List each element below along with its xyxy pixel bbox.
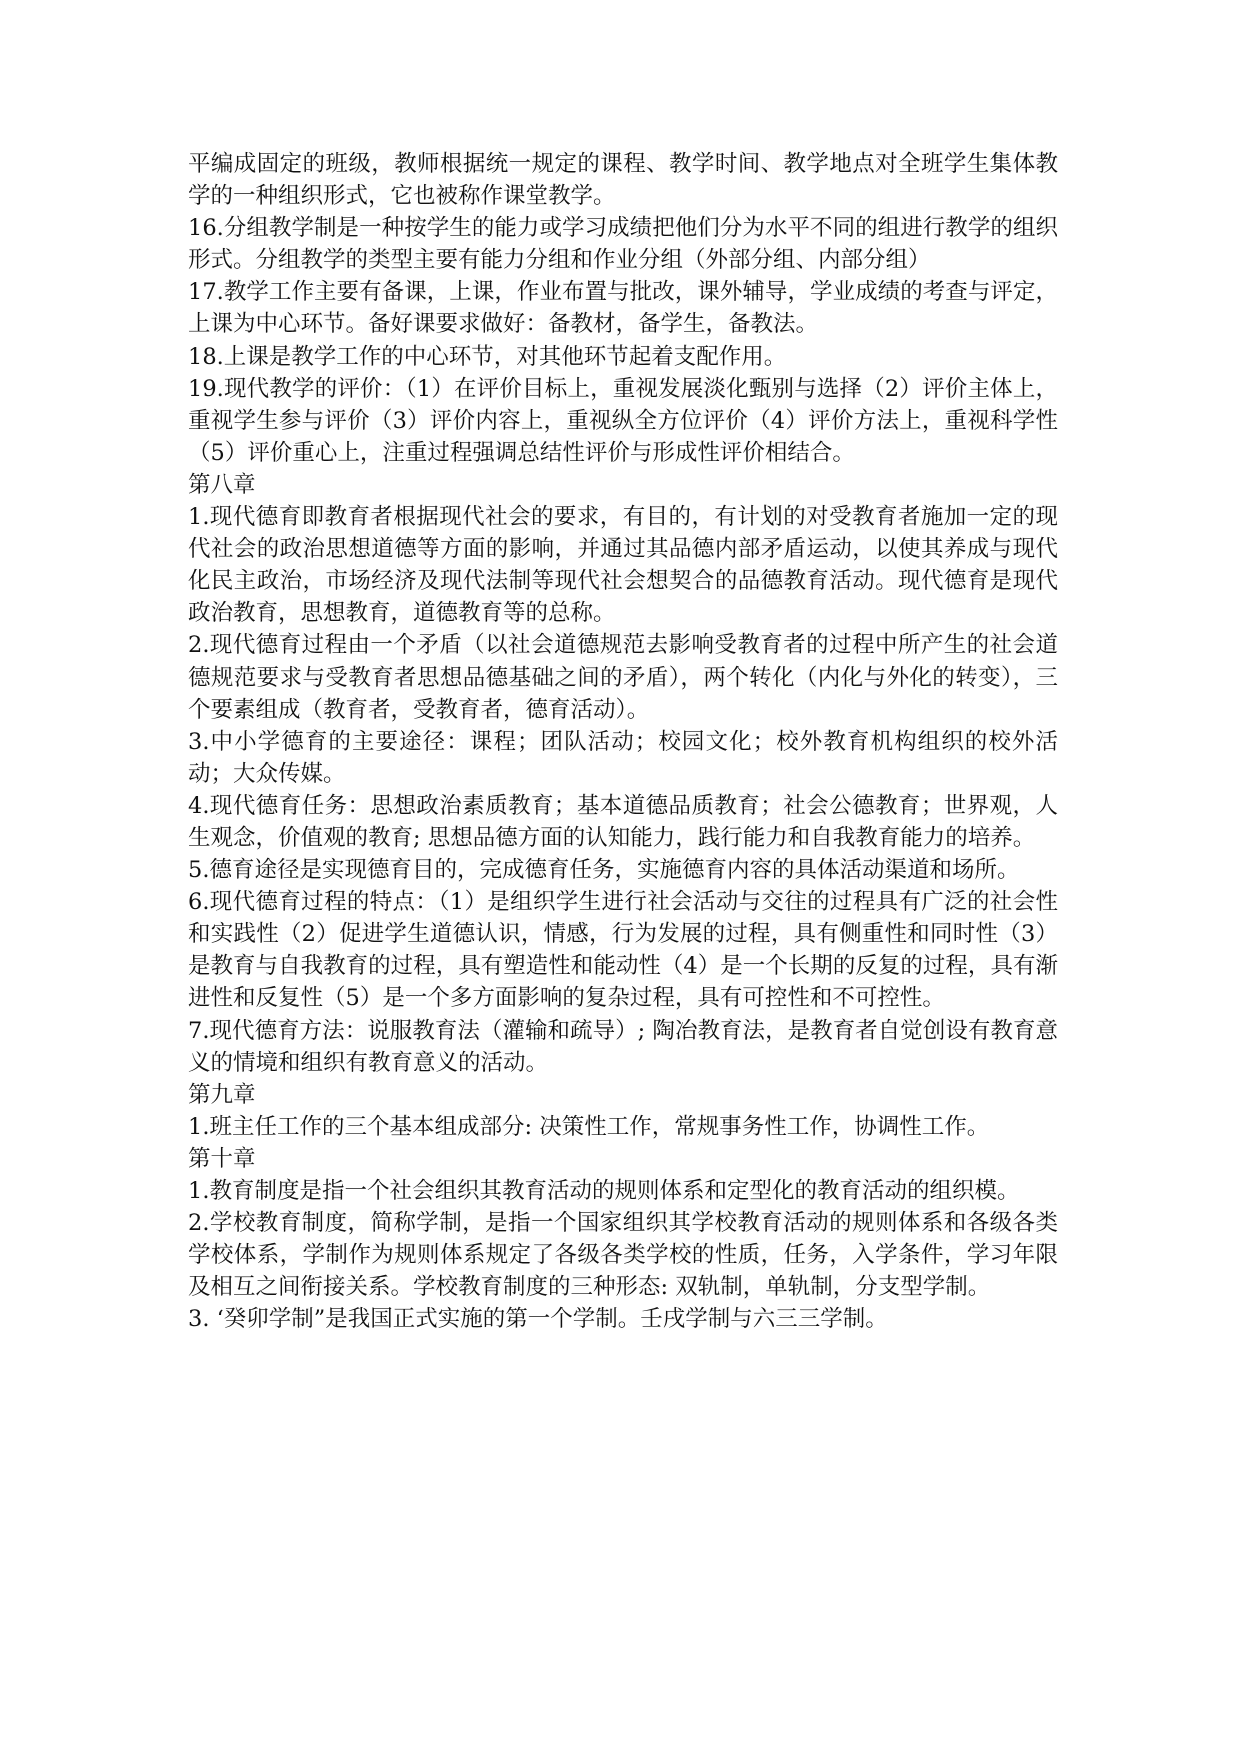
chapter-heading-9: 第九章 [188,1081,256,1108]
paragraph-4: 18.上课是教学工作的中心环节，对其他环节起着支配作用。 [188,343,787,370]
paragraph-1: 平编成固定的班级，教师根据统一规定的课程、教学时间、教学地点对全班学生集体教学的一种组织形式，它也被称作课堂教学。 [188,151,1058,210]
paragraph-9: 4.现代德育任务：思想政治素质教育；基本道德品质教育；社会公德教育；世界观，人生观念，价值观的教育; 思想品德方面的认知能力，践行能力和自我教育能力的培养。 [188,792,1058,851]
paragraph-2: 16.分组教学制是一种按学生的能力或学习成绩把他们分为水平不同的组进行教学的组织形式。分组教学的类型主要有能力分组和作业分组（外部分组、内部分组） [188,215,1058,274]
paragraph-14: 1.教育制度是指一个社会组织其教育活动的规则体系和定型化的教育活动的组织模。 [188,1178,1020,1204]
paragraph-11: 6.现代德育过程的特点：（1）是组织学生进行社会活动与交往的过程具有广泛的社会性和实践性（2）促进学生道德认识，情感，行为发展的过程，具有侧重性和同时性（3）是教育与自我教育的过程，具有塑造性和能动性（4）是一个长期的反复的过程，具有渐进性和反复性（5）是一个多方面影响的复杂过程，具有可控性和不可控性。 [188,889,1058,1012]
document-body [188,148,1058,1335]
chapter-heading-8: 第八章 [188,471,256,498]
paragraph-16: 3. ‘癸卯学制”是我国正式实施的第一个学制。壬戌学制与六三三学制。 [188,1306,888,1333]
paragraph-15: 2.学校教育制度，简称学制，是指一个国家组织其学校教育活动的规则体系和各级各类学校体系，学制作为规则体系规定了各级各类学校的性质，任务，入学条件，学习年限及相互之间衔接关系。学校教育制度的三种形态: 双轨制，单轨制，分支型学制。 [188,1210,1058,1301]
paragraph-7: 2.现代德育过程由一个矛盾（以社会道德规范去影响受教育者的过程中所产生的社会道德规范要求与受教育者思想品德基础之间的矛盾），两个转化（内化与外化的转变），三个要素组成（教育者，受教育者，德育活动）。 [188,632,1058,723]
paragraph-12: 7.现代德育方法：说服教育法（灌输和疏导）; 陶冶教育法，是教育者自觉创设有教育意义的情境和组织有教育意义的活动。 [188,1017,1058,1076]
paragraph-8: 3.中小学德育的主要途径：课程；团队活动；校园文化；校外教育机构组织的校外活动；大众传媒。 [188,728,1058,787]
paragraph-3: 17.教学工作主要有备课，上课，作业布置与批改，课外辅导，学业成绩的考查与评定，上课为中心环节。备好课要求做好：备教材，备学生，备教法。 [188,279,1058,338]
paragraph-6: 1.现代德育即教育者根据现代社会的要求，有目的，有计划的对受教育者施加一定的现代社会的政治思想道德等方面的影响，并通过其品德内部矛盾运动，以使其养成与现代化民主政治，市场经济及现代法制等现代社会想契合的品德教育活动。现代德育是现代政治教育，思想教育，道德教育等的总称。 [188,504,1058,627]
chapter-heading-10: 第十章 [188,1145,256,1172]
paragraph-13: 1.班主任工作的三个基本组成部分: 决策性工作，常规事务性工作，协调性工作。 [188,1113,990,1140]
paragraph-10: 5.德育途径是实现德育目的，完成德育任务，实施德育内容的具体活动渠道和场所。 [188,857,1020,884]
paragraph-5: 19.现代教学的评价：（1）在评价目标上，重视发展淡化甄别与选择（2）评价主体上，重视学生参与评价（3）评价内容上，重视纵全方位评价（4）评价方法上，重视科学性（5）评价重心上，注重过程强调总结性评价与形成性评价相结合。 [188,375,1058,466]
